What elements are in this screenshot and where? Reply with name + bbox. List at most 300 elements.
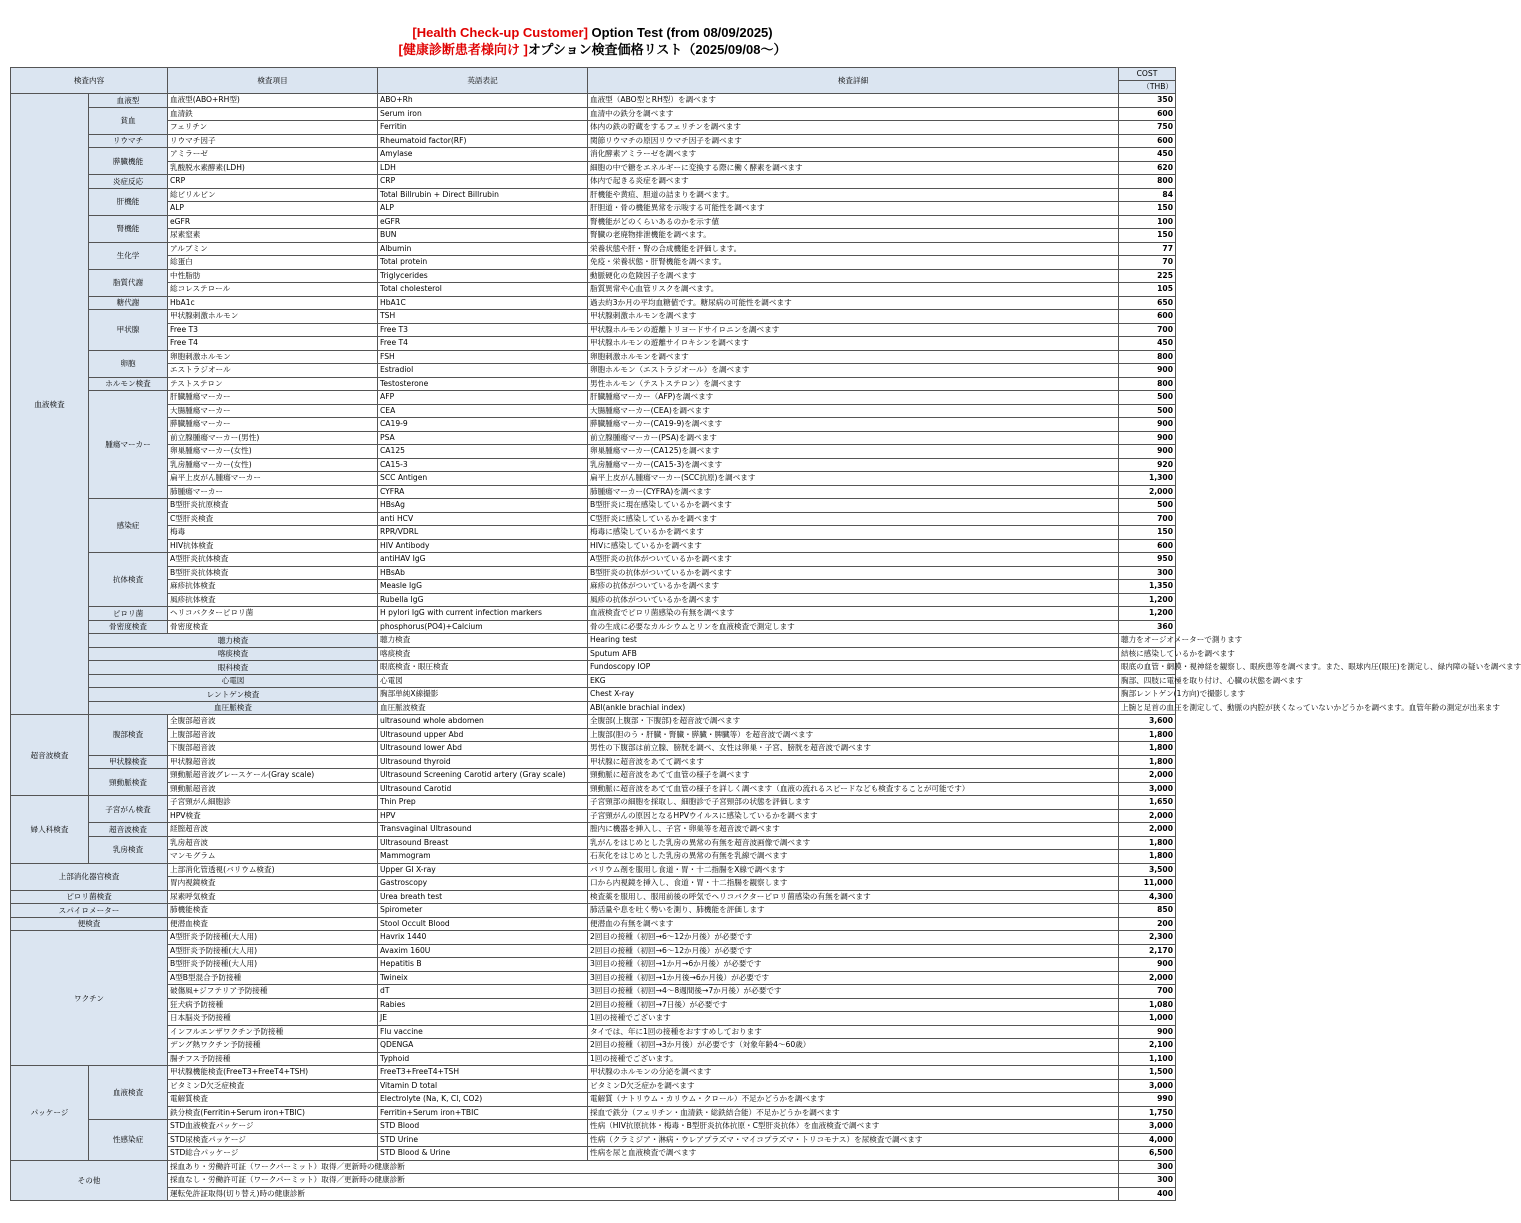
cost-cell: 700 (1119, 985, 1176, 999)
table-row (11, 134, 1176, 148)
cost-cell: 77 (1119, 242, 1176, 256)
detail-cell: HIVに感染しているかを調べます (588, 539, 1119, 553)
cost-cell: 900 (1119, 958, 1176, 972)
detail-cell: 肺腫瘍マーカー(CYFRA)を調べます (588, 485, 1119, 499)
english-cell: Measle IgG (378, 580, 588, 594)
cost-cell: 600 (1119, 539, 1176, 553)
detail-cell: 膣内に機器を挿入し、子宮・卵巣等を超音波で調べます (588, 823, 1119, 837)
item-cell: HPV検査 (168, 809, 378, 823)
english-cell: AFP (378, 391, 588, 405)
english-cell: LDH (378, 161, 588, 175)
title-en-bracket: [Health Check-up Customer] (412, 25, 588, 40)
table-row (11, 1147, 1176, 1161)
subcategory-cell: 骨密度検査 (89, 620, 168, 634)
table-row (11, 1079, 1176, 1093)
table-row (11, 688, 1176, 702)
english-cell: Ultrasound Carotid (378, 782, 588, 796)
detail-cell: 甲状腺ホルモンの遊離サイロキシンを調べます (588, 337, 1119, 351)
table-row (11, 809, 1176, 823)
table-row (11, 863, 1176, 877)
detail-cell: 口から内視鏡を挿入し、食道・胃・十二指腸を観察します (588, 877, 1119, 891)
english-cell: Gastroscopy (378, 877, 588, 891)
table-row (11, 202, 1176, 216)
english-cell: HBsAg (378, 499, 588, 513)
detail-cell: 1回の接種でございます。 (588, 1052, 1119, 1066)
english-cell: CA125 (378, 445, 588, 459)
detail-cell: 性病（クラミジア・淋病・ウレアプラズマ・マイコプラズマ・トリコモナス）を尿検査で調べます (588, 1133, 1119, 1147)
cost-cell: 350 (1119, 94, 1176, 108)
cost-cell: 1,300 (1119, 472, 1176, 486)
detail-cell: 麻疹の抗体がついているかを調べます (588, 580, 1119, 594)
english-cell: Ultrasound lower Abd (378, 742, 588, 756)
detail-cell: 甲状腺に超音波をあてて調べます (588, 755, 1119, 769)
item-cell: 採血あり・労働許可証（ワークパーミット）取得／更新時の健康診断 (168, 1160, 1119, 1174)
item-cell: 鉄分検査(Ferritin+Serum iron+TBIC) (168, 1106, 378, 1120)
table-row (11, 256, 1176, 270)
item-cell: 頸動脈超音波 (168, 782, 378, 796)
detail-cell: 大腸腫瘍マーカー(CEA)を調べます (588, 404, 1119, 418)
table-row (11, 472, 1176, 486)
detail-cell: 消化酵素アミラーゼを調べます (588, 148, 1119, 162)
detail-cell: 2回目の接種（初回→6～12か月後）が必要です (588, 944, 1119, 958)
item-cell: CRP (168, 175, 378, 189)
english-cell: Ferritin+Serum iron+TBIC (378, 1106, 588, 1120)
table-row (11, 782, 1176, 796)
cost-cell: 300 (1119, 1174, 1176, 1188)
english-cell: HbA1C (378, 296, 588, 310)
english-cell: Transvaginal Ultrasound (378, 823, 588, 837)
item-cell: STD総合パッケージ (168, 1147, 378, 1161)
cost-cell: 300 (1119, 566, 1176, 580)
cost-cell: 800 (1119, 350, 1176, 364)
item-cell: リウマチ因子 (168, 134, 378, 148)
detail-cell: 細胞の中で糖をエネルギーに変換する際に働く酵素を調べます (588, 161, 1119, 175)
price-table (10, 67, 1521, 1201)
english-cell: Rubella IgG (378, 593, 588, 607)
detail-cell: 全腹部(上腹部・下腹部)を超音波で調べます (588, 715, 1119, 729)
english-cell: anti HCV (378, 512, 588, 526)
item-cell: 中性脂肪 (168, 269, 378, 283)
detail-cell: 卵胞刺激ホルモンを調べます (588, 350, 1119, 364)
detail-cell: 男性ホルモン（テストステロン）を調べます (588, 377, 1119, 391)
item-cell: ヘリコバクターピロリ菌 (168, 607, 378, 621)
item-cell: A型B型混合予防接種 (168, 971, 378, 985)
item-cell: 梅毒 (168, 526, 378, 540)
item-cell: 卵巣腫瘍マーカー(女性) (168, 445, 378, 459)
table-row (11, 337, 1176, 351)
english-cell: Fundoscopy IOP (588, 661, 1119, 675)
item-cell: 尿素窒素 (168, 229, 378, 243)
subcategory-cell: 甲状腺検査 (89, 755, 168, 769)
cost-cell: 3,000 (1119, 1079, 1176, 1093)
cost-cell: 990 (1119, 1093, 1176, 1107)
cost-cell: 600 (1119, 107, 1176, 121)
page-title-jp (0, 42, 1185, 58)
item-cell: 聴力検査 (378, 634, 588, 648)
cost-cell: 900 (1119, 418, 1176, 432)
category-cell: 聴力検査 (89, 634, 378, 648)
subcategory-cell: リウマチ (89, 134, 168, 148)
detail-cell: 頸動脈に超音波をあてて血管の様子を調べます (588, 769, 1119, 783)
item-cell: 頸動脈超音波グレースケール(Gray scale) (168, 769, 378, 783)
english-cell: Rheumatoid factor(RF) (378, 134, 588, 148)
table-row (11, 1120, 1176, 1134)
table-row (11, 485, 1176, 499)
item-cell: 乳房腫瘍マーカー(女性) (168, 458, 378, 472)
item-cell: ビタミンD欠乏症検査 (168, 1079, 378, 1093)
detail-cell: 乳がんをはじめとした乳房の異常の有無を超音波画像で調べます (588, 836, 1119, 850)
subcategory-cell: 生化学 (89, 242, 168, 269)
detail-cell: 膵臓腫瘍マーカー(CA19-9)を調べます (588, 418, 1119, 432)
category-cell: 血圧脈検査 (89, 701, 378, 715)
detail-cell: B型肝炎に現在感染しているかを調べます (588, 499, 1119, 513)
item-cell: 総蛋白 (168, 256, 378, 270)
cost-cell: 2,170 (1119, 944, 1176, 958)
detail-cell: 便潜血の有無を調べます (588, 917, 1119, 931)
english-cell: CA19-9 (378, 418, 588, 432)
english-cell: Total cholesterol (378, 283, 588, 297)
category-cell: 血液検査 (11, 94, 89, 715)
table-row (11, 998, 1176, 1012)
english-cell: Upper GI X-ray (378, 863, 588, 877)
detail-cell: A型肝炎の抗体がついているかを調べます (588, 553, 1119, 567)
item-cell: アミラーゼ (168, 148, 378, 162)
item-cell: 腸チフス予防接種 (168, 1052, 378, 1066)
item-cell: STD血液検査パッケージ (168, 1120, 378, 1134)
table-row (11, 323, 1176, 337)
english-cell: Typhoid (378, 1052, 588, 1066)
detail-cell: バリウム剤を服用し食道・胃・十二指腸をX線で調べます (588, 863, 1119, 877)
cost-cell: 1,750 (1119, 1106, 1176, 1120)
table-row (11, 161, 1176, 175)
subcategory-cell: 肝機能 (89, 188, 168, 215)
english-cell: CA15-3 (378, 458, 588, 472)
detail-cell: 2回目の接種（初回→7日後）が必要です (588, 998, 1119, 1012)
table-row (11, 499, 1176, 513)
cost-cell: 900 (1119, 445, 1176, 459)
cost-cell: 900 (1119, 364, 1176, 378)
english-cell: QDENGA (378, 1039, 588, 1053)
table-row (11, 566, 1176, 580)
subcategory-cell: ピロリ菌 (89, 607, 168, 621)
detail-cell: 甲状腺刺激ホルモンを調べます (588, 310, 1119, 324)
cost-cell: 11,000 (1119, 877, 1176, 891)
table-row (11, 620, 1176, 634)
item-cell: 乳房超音波 (168, 836, 378, 850)
detail-cell: 子宮頸がんの原因となるHPVウイルスに感染しているかを調べます (588, 809, 1119, 823)
english-cell: Stool Occult Blood (378, 917, 588, 931)
english-cell: FSH (378, 350, 588, 364)
english-cell: Free T3 (378, 323, 588, 337)
subcategory-cell: 腫瘍マーカー (89, 391, 168, 499)
cost-cell: 800 (1119, 377, 1176, 391)
subcategory-cell: ホルモン検査 (89, 377, 168, 391)
item-cell: 血圧脈波検査 (378, 701, 588, 715)
detail-cell: 胸部レントゲン(1方向)で撮影します (1119, 688, 1176, 702)
subcategory-cell: 甲状腺 (89, 310, 168, 351)
cost-cell: 70 (1119, 256, 1176, 270)
item-cell: Free T3 (168, 323, 378, 337)
cost-cell: 4,000 (1119, 1133, 1176, 1147)
header-category: 検査内容 (11, 68, 168, 94)
detail-cell: 体内の鉄の貯蔵をするフェリチンを調べます (588, 121, 1119, 135)
table-row (11, 242, 1176, 256)
header-english: 英語表記 (378, 68, 588, 94)
english-cell: SCC Antigen (378, 472, 588, 486)
cost-cell: 105 (1119, 283, 1176, 297)
detail-cell: 電解質（ナトリウム・カリウム・クロール）不足かどうかを調べます (588, 1093, 1119, 1107)
english-cell: Twineix (378, 971, 588, 985)
subcategory-cell: 腹部検査 (89, 715, 168, 756)
detail-cell: 扁平上皮がん腫瘍マーカー(SCC抗原)を調べます (588, 472, 1119, 486)
detail-cell: 体内で起きる炎症を調べます (588, 175, 1119, 189)
english-cell: Testosterone (378, 377, 588, 391)
english-cell: STD Blood (378, 1120, 588, 1134)
cost-cell: 450 (1119, 148, 1176, 162)
english-cell: ultrasound whole abdomen (378, 715, 588, 729)
cost-cell: 500 (1119, 391, 1176, 405)
detail-cell: C型肝炎に感染しているかを調べます (588, 512, 1119, 526)
item-cell: 血液型(ABO+RH型) (168, 94, 378, 108)
item-cell: 喀痰検査 (378, 647, 588, 661)
item-cell: フェリチン (168, 121, 378, 135)
cost-cell: 150 (1119, 202, 1176, 216)
item-cell: 肝臓腫瘍マーカー (168, 391, 378, 405)
detail-cell: 採血で鉄分（フェリチン・血清鉄・総鉄結合能）不足かどうかを調べます (588, 1106, 1119, 1120)
english-cell: Ultrasound thyroid (378, 755, 588, 769)
subcategory-cell: 頸動脈検査 (89, 769, 168, 796)
cost-cell: 3,600 (1119, 715, 1176, 729)
english-cell: Rabies (378, 998, 588, 1012)
table-row (11, 1039, 1176, 1053)
english-cell: Avaxim 160U (378, 944, 588, 958)
item-cell: B型肝炎抗体検査 (168, 566, 378, 580)
table-row (11, 404, 1176, 418)
cost-cell: 900 (1119, 1025, 1176, 1039)
detail-cell: 性病（HIV抗原抗体・梅毒・B型肝炎抗体抗原・C型肝炎抗体）を血液検査で調べます (588, 1120, 1119, 1134)
title-en-rest: Option Test (from 08/09/2025) (587, 25, 773, 40)
table-row (11, 148, 1176, 162)
cost-cell: 2,000 (1119, 769, 1176, 783)
cost-cell: 2,000 (1119, 485, 1176, 499)
item-cell: 破傷風+ジフテリア予防接種 (168, 985, 378, 999)
cost-cell: 1,350 (1119, 580, 1176, 594)
table-row (11, 647, 1176, 661)
table-row (11, 674, 1176, 688)
item-cell: 甲状腺刺激ホルモン (168, 310, 378, 324)
english-cell: eGFR (378, 215, 588, 229)
subcategory-cell: 貧血 (89, 107, 168, 134)
detail-cell: 2回目の接種（初回→3か月後）が必要です（対象年齢4～60歳） (588, 1039, 1119, 1053)
cost-cell: 100 (1119, 215, 1176, 229)
english-cell: Triglycerides (378, 269, 588, 283)
item-cell: 扁平上皮がん腫瘍マーカー (168, 472, 378, 486)
detail-cell: 関節リウマチの原因リウマチ因子を調べます (588, 134, 1119, 148)
item-cell: 胃内視鏡検査 (168, 877, 378, 891)
table-row (11, 121, 1176, 135)
english-cell: Hepatitis B (378, 958, 588, 972)
table-row (11, 107, 1176, 121)
table-row (11, 796, 1176, 810)
table-row (11, 1106, 1176, 1120)
subcategory-cell: 卵胞 (89, 350, 168, 377)
english-cell: phosphorus(PO4)+Calcium (378, 620, 588, 634)
category-cell: その他 (11, 1160, 168, 1201)
english-cell: Hearing test (588, 634, 1119, 648)
english-cell: STD Blood & Urine (378, 1147, 588, 1161)
item-cell: 甲状腺機能検査(FreeT3+FreeT4+TSH) (168, 1066, 378, 1080)
cost-cell: 6,500 (1119, 1147, 1176, 1161)
table-row (11, 1066, 1176, 1080)
table-row (11, 877, 1176, 891)
item-cell: 乳酸脱水素酵素(LDH) (168, 161, 378, 175)
item-cell: アルブミン (168, 242, 378, 256)
english-cell: Ultrasound Breast (378, 836, 588, 850)
table-row (11, 553, 1176, 567)
cost-cell: 450 (1119, 337, 1176, 351)
cost-cell: 1,800 (1119, 742, 1176, 756)
detail-cell: 結核に感染しているかを調べます (1119, 647, 1176, 661)
table-row (11, 850, 1176, 864)
header-detail: 検査詳細 (588, 68, 1119, 94)
item-cell: 胸部単純X線撮影 (378, 688, 588, 702)
cost-cell: 850 (1119, 904, 1176, 918)
detail-cell: 甲状腺ホルモンの遊離トリヨードサイロニンを調べます (588, 323, 1119, 337)
item-cell: 血清鉄 (168, 107, 378, 121)
table-row (11, 904, 1176, 918)
item-cell: 膵臓腫瘍マーカー (168, 418, 378, 432)
subcategory-cell: 性感染症 (89, 1120, 168, 1161)
cost-cell: 2,100 (1119, 1039, 1176, 1053)
item-cell: Free T4 (168, 337, 378, 351)
detail-cell: 動脈硬化の危険因子を調べます (588, 269, 1119, 283)
item-cell: 心電図 (378, 674, 588, 688)
english-cell: Ultrasound Screening Carotid artery (Gray scale) (378, 769, 588, 783)
item-cell: 麻疹抗体検査 (168, 580, 378, 594)
page-title-en (0, 25, 1185, 41)
table-row (11, 377, 1176, 391)
table-row (11, 1174, 1176, 1188)
detail-cell: 梅毒に感染しているかを調べます (588, 526, 1119, 540)
cost-cell: 1,080 (1119, 998, 1176, 1012)
table-row (11, 539, 1176, 553)
item-cell: A型肝炎抗体検査 (168, 553, 378, 567)
table-row (11, 958, 1176, 972)
detail-cell: 2回目の接種（初回→6～12か月後）が必要です (588, 931, 1119, 945)
item-cell: 下腹部超音波 (168, 742, 378, 756)
cost-cell: 700 (1119, 512, 1176, 526)
detail-cell: 検査薬を服用し、服用前後の呼気でヘリコバクターピロリ菌感染の有無を調べます (588, 890, 1119, 904)
table-row (11, 418, 1176, 432)
table-row (11, 310, 1176, 324)
table-row (11, 94, 1176, 108)
table-row (11, 755, 1176, 769)
cost-cell: 920 (1119, 458, 1176, 472)
cost-cell: 1,800 (1119, 850, 1176, 864)
item-cell: 日本脳炎予防接種 (168, 1012, 378, 1026)
english-cell: H pylori IgG with current infection markers (378, 607, 588, 621)
item-cell: HbA1c (168, 296, 378, 310)
subcategory-cell: 膵臓機能 (89, 148, 168, 175)
detail-cell: 前立腺腫瘍マーカー(PSA)を調べます (588, 431, 1119, 445)
cost-cell: 1,800 (1119, 755, 1176, 769)
item-cell: 前立腺腫瘍マーカー(男性) (168, 431, 378, 445)
category-cell: ワクチン (11, 931, 168, 1066)
table-row (11, 1025, 1176, 1039)
english-cell: Total Billrubin + Direct Billrubin (378, 188, 588, 202)
english-cell: Chest X-ray (588, 688, 1119, 702)
table-row (11, 391, 1176, 405)
subcategory-cell: 炎症反応 (89, 175, 168, 189)
item-cell: A型肝炎予防接種(大人用) (168, 931, 378, 945)
english-cell: Flu vaccine (378, 1025, 588, 1039)
english-cell: CRP (378, 175, 588, 189)
table-row (11, 1012, 1176, 1026)
title-jp-bracket: [健康診断患者様向け ] (398, 42, 528, 57)
english-cell: BUN (378, 229, 588, 243)
item-cell: デング熱ワクチン予防接種 (168, 1039, 378, 1053)
cost-cell: 2,300 (1119, 931, 1176, 945)
item-cell: A型肝炎予防接種(大人用) (168, 944, 378, 958)
english-cell: Albumin (378, 242, 588, 256)
detail-cell: 過去約3か月の平均血糖値です。糖尿病の可能性を調べます (588, 296, 1119, 310)
category-cell: スパイロメーター (11, 904, 168, 918)
detail-cell: 肺活量や息を吐く勢いを測り、肺機能を評価します (588, 904, 1119, 918)
item-cell: 尿素呼気検査 (168, 890, 378, 904)
english-cell: Urea breath test (378, 890, 588, 904)
detail-cell: 3回目の接種（初回→4～8週間後→7か月後）が必要です (588, 985, 1119, 999)
english-cell: JE (378, 1012, 588, 1026)
detail-cell: 風疹の抗体がついているかを調べます (588, 593, 1119, 607)
table-row (11, 1133, 1176, 1147)
english-cell: CEA (378, 404, 588, 418)
english-cell: STD Urine (378, 1133, 588, 1147)
english-cell: Electrolyte (Na, K, Cl, CO2) (378, 1093, 588, 1107)
detail-cell: 乳房腫瘍マーカー(CA15-3)を調べます (588, 458, 1119, 472)
item-cell: 卵胞刺激ホルモン (168, 350, 378, 364)
category-cell: 超音波検査 (11, 715, 89, 796)
item-cell: 肺腫瘍マーカー (168, 485, 378, 499)
detail-cell: 性病を尿と血液検査で調べます (588, 1147, 1119, 1161)
table-row (11, 526, 1176, 540)
category-cell: 上部消化器官検査 (11, 863, 168, 890)
table-row (11, 769, 1176, 783)
table-row (11, 917, 1176, 931)
item-cell: HIV抗体検査 (168, 539, 378, 553)
table-row (11, 607, 1176, 621)
item-cell: 便潜血検査 (168, 917, 378, 931)
detail-cell: 血液検査でピロリ菌感染の有無を調べます (588, 607, 1119, 621)
detail-cell: 免疫・栄養状態・肝腎機能を調べます。 (588, 256, 1119, 270)
english-cell: dT (378, 985, 588, 999)
table-row (11, 823, 1176, 837)
detail-cell: 聴力をオージオメーターで測ります (1119, 634, 1176, 648)
detail-cell: 脂質異常や心血管リスクを調べます。 (588, 283, 1119, 297)
table-row (11, 890, 1176, 904)
english-cell: FreeT3+FreeT4+TSH (378, 1066, 588, 1080)
table-row (11, 944, 1176, 958)
item-cell: 骨密度検査 (168, 620, 378, 634)
english-cell: Ferritin (378, 121, 588, 135)
item-cell: 大腸腫瘍マーカー (168, 404, 378, 418)
cost-cell: 200 (1119, 917, 1176, 931)
table-row (11, 188, 1176, 202)
detail-cell: 卵巣腫瘍マーカー(CA125)を調べます (588, 445, 1119, 459)
table-row (11, 215, 1176, 229)
detail-cell: 肝胆道・骨の機能異常を示唆する可能性を調べます (588, 202, 1119, 216)
cost-cell: 1,800 (1119, 728, 1176, 742)
table-row (11, 836, 1176, 850)
